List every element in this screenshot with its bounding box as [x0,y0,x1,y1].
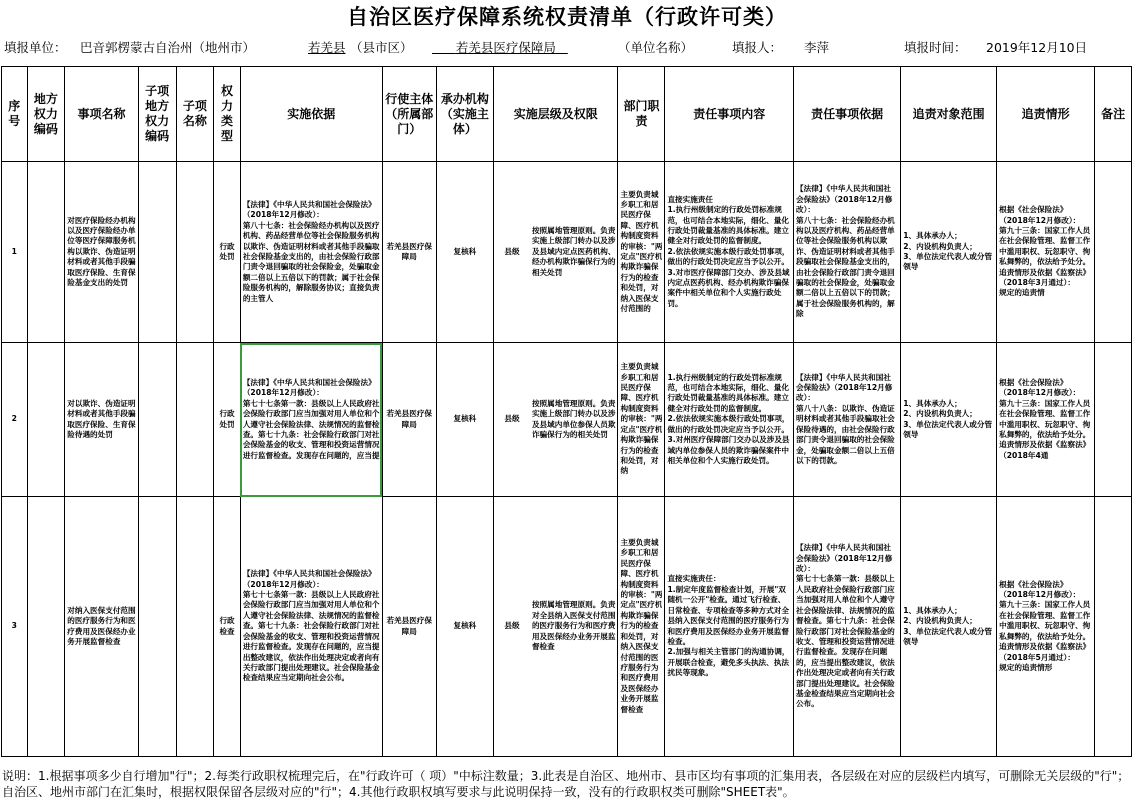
cell-note[interactable] [1095,343,1132,497]
time-value: 2019年12月10日 [986,40,1088,55]
footnote: 说明：1.根据事项多少自行增加"行"；2.每类行政职权梳理完后，在"行政许可（ 项）"中标注数量；3.此表是自治区、地州市、县市区均有事项的汇集用表，各层级在对应的层级栏内填写，可删除无关层级的"行"；自治区、地州市部门在汇集时，根据权限保留各层级对应的"行"；4.其他行政职权填写要求与此说明保持一致，没有的行政职权类可删除"SHEET表"。 [2,769,1130,799]
table-row [2,343,1132,497]
unit-name-text: 若羌县医疗保障局 [455,40,556,55]
cell-text: 【法律】《中华人民共和国社会保险法》（2018年12月修改）： 第八十八条：以欺诈、伪造证明材料或者其他手段骗取社会保险待遇的，由社会保险行政部门责令退回骗取的社会保险金，处骗取金额二倍以上五倍以下的罚款。 [796,372,895,465]
page-title: 自治区医疗保障系统权责清单（行政许可类） [347,5,787,29]
cell-note[interactable] [1095,162,1132,343]
cell-no[interactable]: 2 [2,343,28,497]
cell-scope[interactable] [901,343,997,497]
cell-item-name[interactable] [65,497,138,757]
cell-org[interactable]: 复核科 [436,343,493,497]
cell-power-type[interactable]: 行政检查 [214,497,241,757]
unit-county: 若羌县 [308,40,346,55]
header-power-type: 权力类型 [214,67,241,162]
cell-resp-basis[interactable] [794,343,901,497]
cell-subject[interactable]: 若羌县医疗保障局 [382,497,436,757]
level-value: 县级 [504,246,520,256]
level-split [494,497,618,756]
unit-county-suffix: （县市区） [350,40,413,55]
cell-text: 【法律】《中华人民共和国社会保险法》（2018年12月修改）： 第七十七条第一款：县级以上人民政府社会保险行政部门应当加强对用人单位和个人遵守社会保险法律、法规情况的监督检查。第七十九条：社会保险行政部门对社会保险基金的收支、管理和投资运营情况进行监督检查。发现存在问题的，应当提出整改建议，依法作出处理决定或者向有关行政部门提出处理建议。社会保险基金检查结果应当定期向社会公布。 [796,543,895,709]
cell-subject[interactable]: 若羌县医疗保障局 [382,343,436,497]
header-basis: 实施依据 [240,67,382,162]
cell-situation[interactable] [997,162,1095,343]
cell-duty[interactable] [618,162,665,343]
cell-duty[interactable] [618,343,665,497]
unit-region: 巴音郭楞蒙古自治州（地州市） [80,40,256,55]
unit-label: 填报单位： [4,40,67,55]
cell-text: 1.执行州级制定的行政处罚标准规范，也可结合本地实际，细化、量化行政处罚裁量基准的具体标准。建立健全对行政处罚的监督制度。 2.依法依规实施本级行政处罚事项，做出的行政处罚决定应当予以公开。 3.对州医疗保障部门交办以及涉及县域内单位参保人员的欺诈骗保案件中相关单位和个人实施行政处罚。 [667,372,790,465]
responsibility-table [1,66,1132,757]
table-row [2,162,1132,343]
cell-note[interactable] [1095,497,1132,757]
cell-level[interactable] [493,343,618,497]
cell-sub-code[interactable] [138,343,176,497]
cell-text: 根据《社会保险法》（2018年12月修改）： 第九十三条：国家工作人员在社会保险管理、监督工作中滥用职权、玩忽职守、徇私舞弊的，依法给予处分。 追责情形及依据《监察法》（2018年5月通过）： 规定的追责情形 [999,579,1091,672]
cell-text: 直接实施责任： 1.制定年度监督检查计划，开展"双随机一公开"检查。通过飞行检查、日常检查、专项检查等多种方式对全县纳入医保支付范围的医疗服务行为和医疗费用及医保经办业务开展监督检查。 2.加强与相关主管部门的沟通协调，开展联合检查，避免多头执法、执法扰民等现象。 [667,574,790,678]
cell-subject[interactable]: 若羌县医疗保障局 [382,162,436,343]
cell-resp[interactable] [665,497,794,757]
cell-power-type[interactable]: 行政处罚 [214,162,241,343]
cell-code[interactable] [27,497,65,757]
level-detail: 按照属地管理原则。负责实施上级部门转办以及涉及县域内定点医药机构、经办机构欺诈骗保行为的相关处罚 [531,225,616,277]
cell-basis[interactable] [240,162,382,343]
level-detail: 按照属地管理原则。负责实施上级部门转办以及涉及县域内单位参保人员欺诈骗保行为的相关处罚 [531,398,616,439]
cell-level[interactable] [493,162,618,343]
cell-power-type[interactable]: 行政处罚 [214,343,241,497]
header-resp-basis: 责任事项依据 [794,67,901,162]
cell-no[interactable]: 3 [2,497,28,757]
cell-org[interactable]: 复核科 [436,162,493,343]
header-situation: 追责情形 [997,67,1095,162]
cell-situation[interactable] [997,343,1095,497]
cell-resp[interactable] [665,162,794,343]
cell-text: 【法律】《中华人民共和国社会保险法》（2018年12月修改）： 第七十七条第一款：县级以上人民政府社会保险行政部门应当加强对用人单位和个人遵守社会保险法律、法规情况的监督检查。第七十九条：社会保险行政部门对社会保险基金的收支、管理和投资运营情况进行监督检查。发现存在问题的，应当提 [242,377,380,460]
header-code: 地方权力编码 [27,67,65,162]
header-item-name: 事项名称 [65,67,138,162]
cell-org[interactable]: 复核科 [436,497,493,757]
cell-basis-selected[interactable] [240,343,382,497]
header-scope: 追责对象范围 [901,67,997,162]
cell-situation[interactable] [997,497,1095,757]
table-row [2,497,1132,757]
time-label: 填报时间： [904,40,967,55]
cell-text: 根据《社会保险法》（2018年12月修改）： 第九十三条：国家工作人员在社会保险管理、监督工作中滥用职权、玩忽职守、徇私舞弊的，依法给予处分。 追责情形及依据《监察法》（2018年3月通过）： 规定的追责情 [999,205,1091,298]
cell-text: 对纳入医保支付范围的医疗服务行为和医疗费用及医保经办业务开展监督检查 [67,605,136,646]
cell-resp[interactable] [665,343,794,497]
cell-duty[interactable] [618,497,665,757]
cell-text: 【法律】《中华人民共和国社会保险法》（2018年12月修改）： 第七十七条第一款：县级以上人民政府社会保险行政部门应当加强对用人单位和个人遵守社会保险法律、法规情况的监督检查。第七十九条：社会保险行政部门对社会保险基金的收支、管理和投资运营情况进行监督检查。发现存在问题的，应当提出整改建议，依法作出处理决定或者向有关行政部门提出处理建议。社会保险基金检查结果应当定期向社会公布。 [242,569,380,683]
cell-resp-basis[interactable] [794,497,901,757]
cell-code[interactable] [27,343,65,497]
table-header-row [2,67,1132,162]
header-org: 承办机构（实施主体） [436,67,493,162]
cell-sub-name[interactable] [176,162,214,343]
cell-basis[interactable] [240,497,382,757]
cell-scope[interactable] [901,162,997,343]
level-split [494,162,618,342]
header-no: 序号 [2,67,28,162]
level-split [494,343,618,496]
cell-scope[interactable] [901,497,997,757]
cell-text: 主要负责城乡职工和居民医疗保障、医疗机构制度资料的审核："两定点"医疗机构欺诈骗保行为的检查和处罚，对纳入医保支付范围的医疗服务行为和医疗费用及医保经办业务开展监督检查 [620,538,663,714]
header-level: 实施层级及权限 [493,67,618,162]
header-subject: 行使主体（所属部门） [382,67,436,162]
cell-text: 主要负责城乡职工和居民医疗保障、医疗机构制度资料的审核："两定点"医疗机构欺诈骗保行为的检查和处罚，对纳 [620,362,663,476]
header-sub-name: 子项名称 [176,67,214,162]
header-sub-code: 子项地方权力编码 [138,67,176,162]
header-duty: 部门职责 [618,67,665,162]
level-detail: 按照属地管理原则。负责对全县纳入医保支付范围的医疗服务行为和医疗费用及医保经办业务开展监督检查 [531,600,616,652]
cell-text: 【法律】《中华人民共和国社会保险法》（2018年12月修改）： 第八十七条：社会保险经办机构以及医疗机构、药品经营单位等社会保险服务机构以欺诈、伪造证明材料或者其他手段骗取社会保险基金支出的，由社会保险行政部门责令退回骗取的社会保险金，处骗取金额二倍以上五倍以下的罚款；属于社会保险服务机构的，解除服务协议；直接负责的主管人 [242,199,380,303]
cell-text: 1、具体承办人； 2、内设机构负责人； 3、单位法定代表人或分管领导 [903,231,993,272]
cell-sub-name[interactable] [176,343,214,497]
level-value: 县级 [504,414,520,424]
info-bar [4,38,1130,58]
filler-label: 填报人： [732,40,783,55]
filler-name: 李萍 [804,40,830,55]
unit-name [432,38,568,56]
cell-code[interactable] [27,162,65,343]
cell-text: 1、具体承办人； 2、内设机构负责人； 3、单位法定代表人或分管领导 [903,398,993,439]
cell-text: 对医疗保险经办机构以及医疗保险经办单位等医疗保障服务机构以欺诈、伪造证明材料或者其他手段骗取医疗保险、生育保险基金支出的处罚 [67,215,136,288]
cell-text: 主要负责城乡职工和居民医疗保障、医疗机构制度资料的审核："两定点"医疗机构欺诈骗保行为的检查和处罚，对纳入医保支付范围的 [620,189,663,314]
cell-text: 1、具体承办人； 2、内设机构负责人； 3、单位法定代表人或分管领导 [903,605,993,646]
cell-sub-name[interactable] [176,497,214,757]
cell-text: 直接实施责任 1.执行州级制定的行政处罚标准规范，也可结合本地实际，细化、量化行政处罚裁量基准的具体标准。建立健全对行政处罚的监督制度。 2.依法依规实施本级行政处罚事项，做出的行政处罚决定应当予以公开。 3.对市医疗保障部门交办、涉及县域内定点医药机构、经办机构欺诈骗保案件中相关单位和个人实施行政处罚。 [667,194,790,308]
cell-sub-code[interactable] [138,162,176,343]
cell-resp-basis[interactable] [794,162,901,343]
cell-no[interactable]: 1 [2,162,28,343]
header-note: 备注 [1095,67,1132,162]
cell-item-name[interactable] [65,343,138,497]
cell-text: 对以欺诈、伪造证明材料或者其他手段骗取医疗保险、生育保险待遇的处罚 [67,398,136,439]
cell-item-name[interactable] [65,162,138,343]
cell-text: 【法律】《中华人民共和国社会保险法》（2018年12月修改）： 第八十七条：社会保险经办机构以及医疗机构、药品经营单位等社会保险服务机构以欺诈、伪造证明材料或者其他手段骗取社会保险基金支出的，由社会保险行政部门责令退回骗取的社会保险金，处骗取金额二倍以上五倍以下的罚款；属于社会保险服务机构的，解除 [796,184,895,319]
level-value: 县级 [504,621,520,631]
unit-name-suffix: （单位名称） [618,40,694,55]
cell-sub-code[interactable] [138,497,176,757]
cell-level[interactable] [493,497,618,757]
header-resp: 责任事项内容 [665,67,794,162]
cell-text: 根据《社会保险法》（2018年12月修改）： 第九十三条：国家工作人员在社会保险管理、监督工作中滥用职权、玩忽职守、徇私舞弊的，依法给予处分。 追责情形及依据《监察法》（2018年4通 [999,377,1091,460]
